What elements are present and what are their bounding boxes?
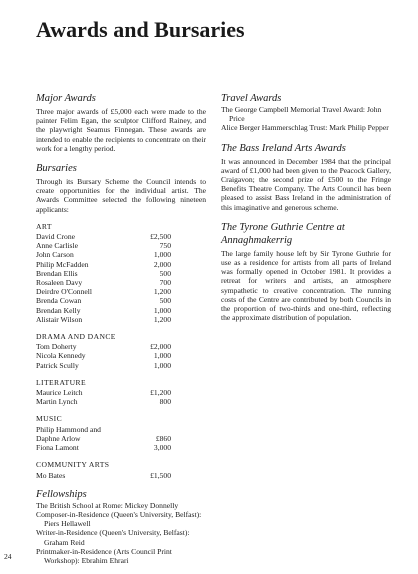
- table-row: [36, 260, 171, 269]
- table-row: [36, 232, 171, 241]
- recipient-name: David Crone: [36, 232, 76, 242]
- guthrie-text: The large family house left by Sir Tyrone Guthrie for use as a residence for artists from all parts of Ireland was formally opened in October 1981. It provides a retreat for writers and artists, an atmosphere sympathetic to creative concentration. The running costs of the Centre are contributed by both Councils in the proportion of two-thirds and one-third, reflecting the approximate distribution of population.: [221, 248, 391, 323]
- travel-award-item: The George Campbell Memorial Travel Award: John Price: [221, 105, 382, 124]
- recipient-name: Brendan Kelly: [36, 305, 81, 315]
- table-row: [36, 269, 171, 278]
- bursaries-heading: Bursaries: [36, 163, 77, 175]
- recipient-name: Brenda Cowan: [36, 296, 82, 306]
- category-music-heading: MUSIC: [36, 414, 63, 424]
- bass-ireland-text: It was announced in December 1984 that the principal award of £1,000 had been given to the Peacock Gallery, Craigavon; the second prize of £500 to the Fringe Benefits Theatre Company. The Arts Council has been pleased to assist Bass Ireland in the administration of this imaginative and generous scheme.: [221, 156, 391, 212]
- award-amount: 2,000: [153, 259, 171, 269]
- drama-awards-table: [36, 342, 171, 370]
- table-row: [36, 315, 171, 324]
- recipient-name: John Carson: [36, 250, 74, 260]
- table-row: [36, 361, 171, 370]
- table-row: [36, 306, 171, 315]
- literature-awards-table: [36, 388, 171, 406]
- category-literature-heading: LITERATURE: [36, 377, 86, 387]
- fellowship-item: The British School at Rome: Mickey Donnelly: [36, 500, 179, 510]
- table-row: [36, 296, 171, 305]
- category-community-heading: COMMUNITY ARTS: [36, 460, 110, 470]
- table-row: [36, 342, 171, 351]
- recipient-name: Anne Carlisle: [36, 241, 78, 251]
- table-row: [36, 388, 171, 397]
- music-awards-table: [36, 425, 171, 453]
- page-title: Awards and Bursaries: [36, 17, 245, 42]
- table-row: [36, 241, 171, 250]
- award-amount: £860: [155, 433, 171, 443]
- recipient-name: Daphne Arlow: [36, 433, 81, 443]
- left-column: [36, 92, 206, 565]
- recipient-name: Fiona Lamont: [36, 443, 79, 453]
- major-awards-heading: Major Awards: [36, 93, 96, 104]
- page-number: 24: [4, 552, 12, 561]
- category-art-heading: ART: [36, 221, 52, 231]
- award-amount: 800: [159, 397, 171, 407]
- award-amount: 1,000: [153, 360, 171, 370]
- fellowship-item: Composer-in-Residence (Queen's University, Belfast): Piers Hellawell: [36, 509, 202, 529]
- right-column: [221, 92, 391, 322]
- table-row: [36, 471, 171, 480]
- award-amount: 1,000: [153, 351, 171, 361]
- guthrie-heading: The Tyrone Guthrie Centre at Annaghmakerrig: [221, 221, 345, 246]
- table-row: [36, 397, 171, 406]
- recipient-name: Brendan Ellis: [36, 268, 78, 278]
- award-amount: 1,200: [153, 287, 171, 297]
- recipient-name: Tom Doherty: [36, 342, 77, 352]
- recipient-name: Philip Hammond and: [36, 424, 101, 434]
- award-amount: 1,000: [153, 250, 171, 260]
- table-row: [36, 425, 171, 434]
- award-amount: £1,500: [150, 470, 171, 480]
- table-row: [36, 278, 171, 287]
- travel-awards-heading: Travel Awards: [221, 93, 282, 104]
- award-amount: 500: [159, 268, 171, 278]
- table-row: [36, 250, 171, 259]
- award-amount: £2,500: [150, 232, 171, 242]
- recipient-name: Maurice Leitch: [36, 388, 83, 398]
- award-amount: 700: [159, 278, 171, 288]
- category-drama-heading: DRAMA AND DANCE: [36, 332, 116, 342]
- award-amount: 1,000: [153, 305, 171, 315]
- table-row: [36, 443, 171, 452]
- award-amount: 500: [159, 296, 171, 306]
- award-amount: 750: [159, 241, 171, 251]
- recipient-name: Alistair Wilson: [36, 314, 83, 324]
- fellowships-heading: Fellowships: [36, 488, 87, 500]
- recipient-name: Deirdre O'Connell: [36, 287, 92, 297]
- recipient-name: Nicola Kennedy: [36, 351, 86, 361]
- recipient-name: Rosaleen Davy: [36, 278, 83, 288]
- recipient-name: Martin Lynch: [36, 397, 78, 407]
- award-amount: [143, 425, 171, 434]
- table-row: [36, 434, 171, 443]
- fellowship-item: Writer-in-Residence (Queen's University, Belfast): Graham Reid: [36, 528, 190, 547]
- travel-award-item: Alice Berger Hammerschlag Trust: Mark Philip Pepper: [221, 123, 389, 133]
- table-row: [36, 287, 171, 296]
- art-awards-table: [36, 232, 171, 324]
- table-row: [36, 351, 171, 360]
- award-amount: 3,000: [153, 443, 171, 453]
- award-amount: 1,200: [153, 314, 171, 324]
- bursaries-text: Through its Bursary Scheme the Council intends to create opportunities for the individual artist. The Awards Committee selected the following nineteen applicants:: [36, 177, 206, 214]
- fellowship-item: Printmaker-in-Residence (Arts Council Print Workshop): Ebrahim Ehrari: [36, 546, 172, 565]
- bass-ireland-heading: The Bass Ireland Arts Awards: [221, 142, 346, 154]
- recipient-name: Patrick Scully: [36, 360, 79, 370]
- award-amount: £2,000: [150, 342, 171, 352]
- major-awards-text: Three major awards of £5,000 each were made to the painter Felim Egan, the sculptor Clifford Rainey, and the playwright Seamus Finnegan. These awards are intended to enable the recipients to concentrate on their work for a lengthy period.: [36, 107, 206, 153]
- recipient-name: Mo Bates: [36, 470, 66, 480]
- recipient-name: Philip McFadden: [36, 259, 89, 269]
- community-awards-table: [36, 471, 171, 480]
- award-amount: £1,200: [150, 388, 171, 398]
